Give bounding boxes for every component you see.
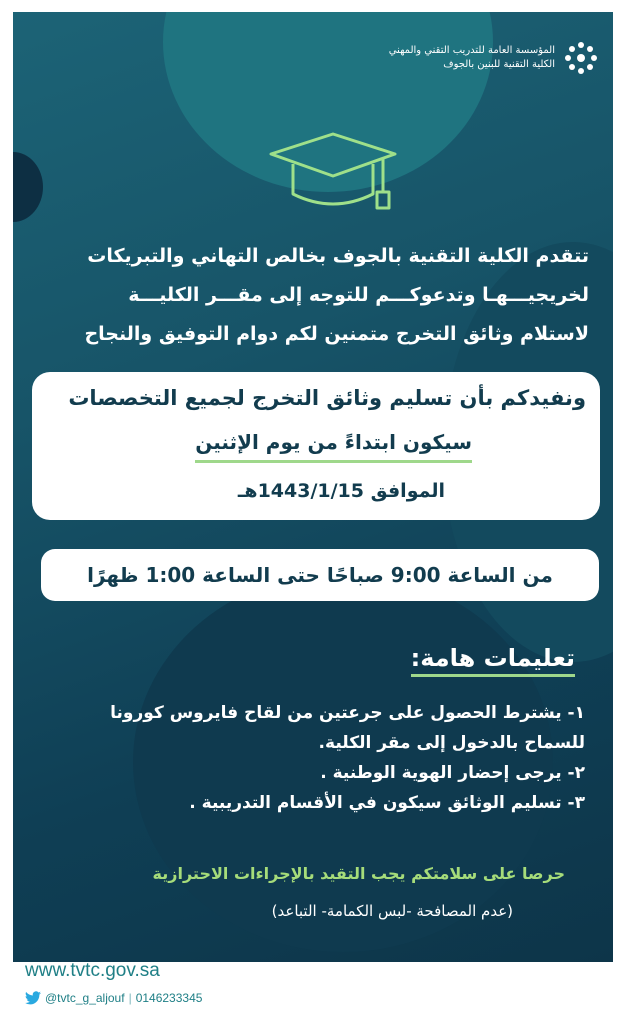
notice-card <box>32 372 600 520</box>
separator: | <box>128 991 132 1005</box>
intro-line-3: لاستلام وثائق التخرج متمنين لكم دوام التوفيق والنجاح <box>84 323 589 345</box>
graduation-cap-icon <box>263 132 403 224</box>
instructions-list <box>110 698 585 818</box>
instruction-item: ٢- يرجى إحضار الهوية الوطنية . <box>320 763 585 783</box>
intro-line-1: تتقدم الكلية التقنية بالجوف بخالص التهاني والتبريكات <box>87 245 589 267</box>
instruction-item: ٣- تسليم الوثائق سيكون في الأقسام التدريبية . <box>189 793 585 813</box>
decor-blob-left-dark <box>13 152 43 222</box>
website-link[interactable]: www.tvtc.gov.sa <box>25 960 160 981</box>
tvtc-logo-icon <box>563 40 599 76</box>
safety-measures: (عدم المصافحة -لبس الكمامة- التباعد) <box>271 902 513 920</box>
time-banner: من الساعة 9:00 صباحًا حتى الساعة 1:00 ظهرًا <box>41 549 599 601</box>
logo <box>389 40 599 76</box>
poster <box>13 12 613 962</box>
instructions-title: تعليمات هامة: <box>411 644 575 677</box>
intro-line-2: لخريجيـــهـا وتدعوكـــم للتوجه إلى مقـــر الكليـــة <box>128 284 589 306</box>
phone-number: 0146233345 <box>135 991 203 1005</box>
instruction-item: ١- يشترط الحصول على جرعتين من لقاح فايروس كورونا <box>110 703 585 723</box>
org-name-line1: المؤسسة العامة للتدريب التقني والمهني <box>388 45 555 56</box>
safety-notice: حرصا على سلامتكم يجب التقيد بالإجراءات الاحترازية <box>152 864 565 883</box>
intro-message <box>13 237 589 354</box>
notice-line-1: ونفيدكم بأن تسليم وثائق التخرج لجميع التخصصات <box>68 386 586 410</box>
twitter-handle[interactable]: @tvtc_g_aljouf <box>45 991 125 1005</box>
twitter-icon[interactable] <box>25 991 41 1005</box>
social-footer <box>25 991 202 1005</box>
instruction-item: للسماح بالدخول إلى مقر الكلية. <box>318 733 585 753</box>
org-name-line2: الكلية التقنية للبنين بالجوف <box>443 59 555 70</box>
notice-line-2: سيكون ابتداءً من يوم الإثنين <box>195 430 472 463</box>
notice-date: الموافق 1443/1/15هـ <box>237 480 445 502</box>
